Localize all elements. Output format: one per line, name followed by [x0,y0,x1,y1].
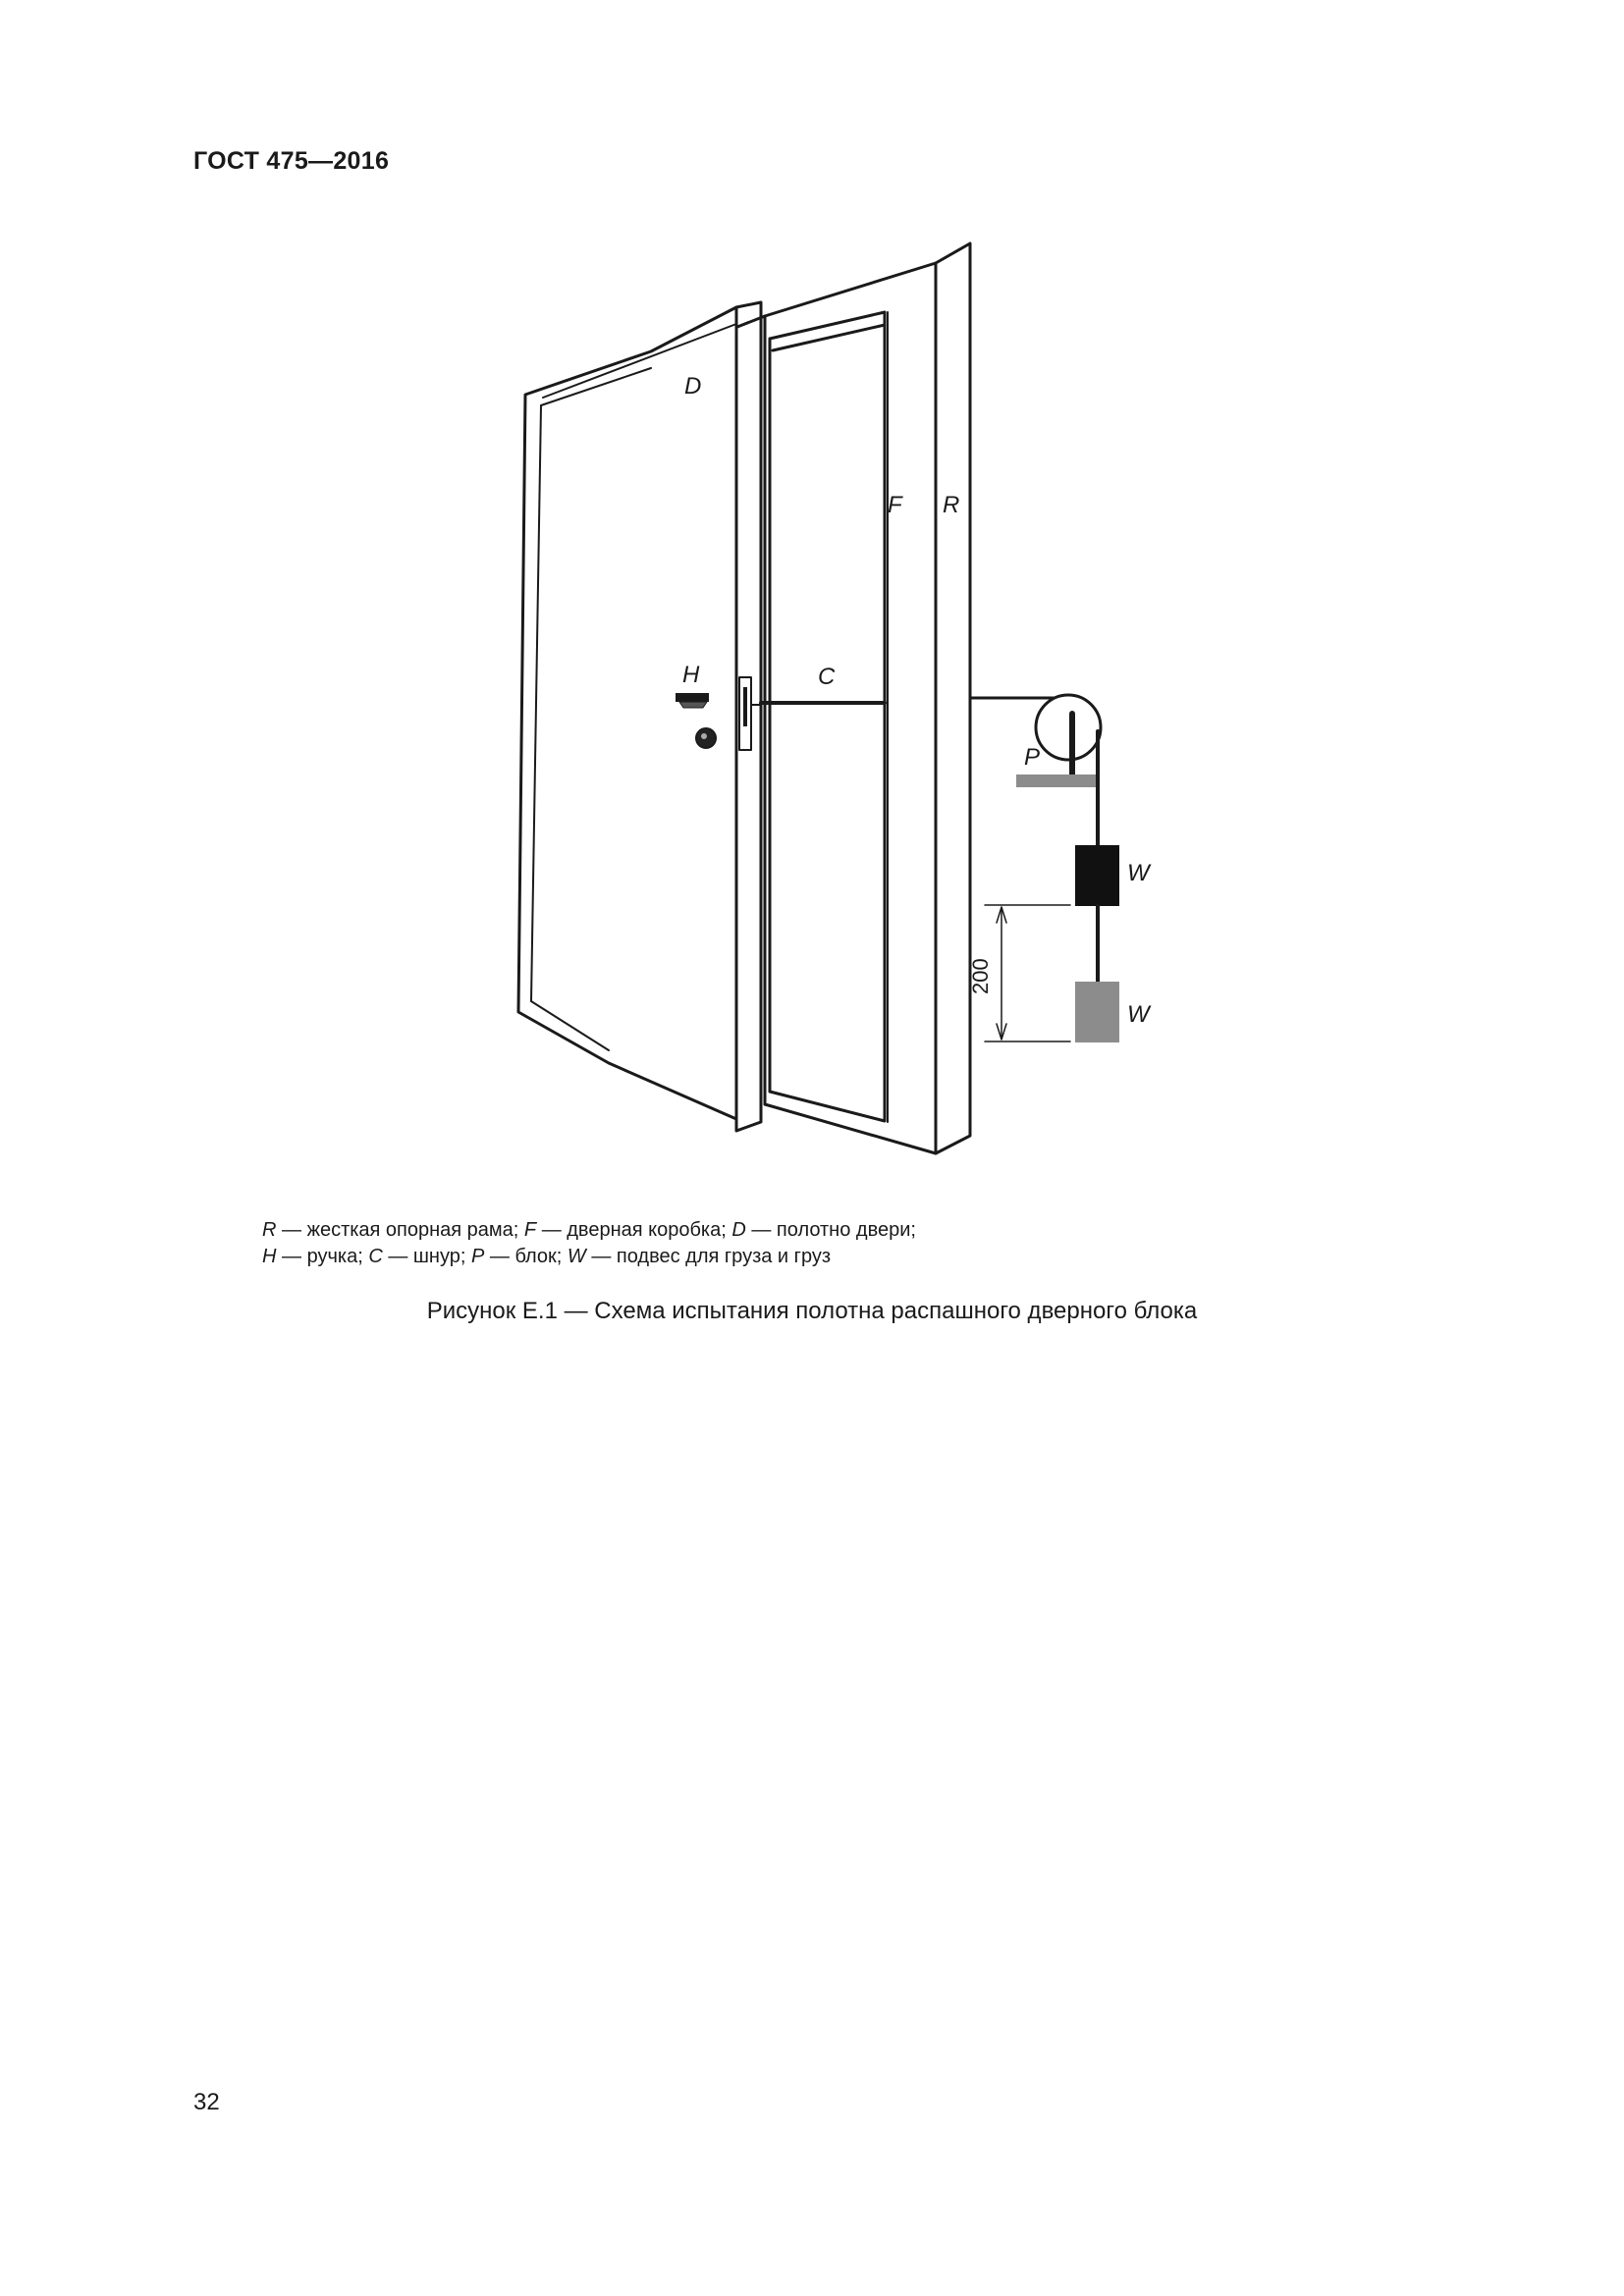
legend-text: — ручка; [276,1246,369,1267]
dimension-value: 200 [968,958,993,994]
door-frame [770,312,888,1122]
door-leaf [518,302,761,1131]
legend-line-2 [262,1244,916,1270]
label-door-leaf: D [684,373,702,400]
label-door-frame: F [888,492,902,518]
dimension-200 [985,905,1070,1041]
latch-plate [739,677,761,750]
legend-text: — жесткая опорная рама; [276,1219,524,1241]
support-frame [737,243,970,1153]
legend-symbol: P [470,1246,485,1267]
legend-symbol: C [368,1246,383,1267]
document-header: ГОСТ 475—2016 [193,147,390,175]
legend-text: — полотно двери; [745,1219,916,1241]
legend-line-1 [262,1217,916,1244]
label-support-frame: R [943,492,960,518]
handle [676,693,716,748]
legend-symbol: H [262,1246,277,1267]
figure-legend [262,1217,916,1270]
legend-text: — шнур; [382,1246,471,1267]
label-weight-bottom: W [1127,1001,1150,1028]
label-cord: C [818,664,836,690]
pulley [1016,695,1101,787]
label-handle: H [682,662,700,688]
figure-caption: Рисунок Е.1 — Схема испытания полотна распашного дверного блока [426,1298,1198,1324]
legend-symbol: W [567,1246,586,1267]
legend-symbol: D [731,1219,746,1241]
label-pulley: P [1024,744,1041,771]
page-number: 32 [193,2089,220,2115]
label-weight-top: W [1127,860,1150,886]
legend-symbol: F [523,1219,537,1241]
legend-text: — подвес для груза и груз [585,1246,832,1267]
legend-text: — блок; [484,1246,568,1267]
legend-text: — дверная коробка; [536,1219,732,1241]
legend-symbol: R [262,1219,277,1241]
